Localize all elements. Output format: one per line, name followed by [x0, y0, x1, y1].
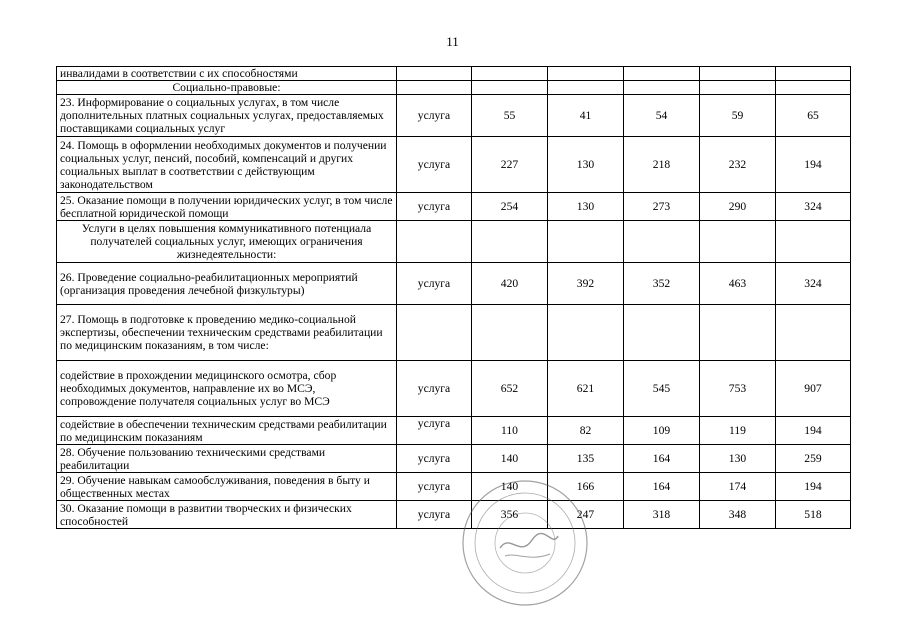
- table-row: [57, 95, 851, 137]
- service-description: содействие в прохождении медицинского осмотра, сбор необходимых документов, направление их во МСЭ, сопровождение получателя социальных услуг во МСЭ: [57, 361, 397, 417]
- value-cell: 324: [776, 263, 851, 305]
- unit-cell: [397, 221, 472, 263]
- value-cell: 259: [776, 445, 851, 473]
- service-description: содействие в обеспечении техническим средствами реабилитации по медицинским показаниям: [57, 417, 397, 445]
- value-cell: 392: [548, 263, 624, 305]
- value-cell: [700, 305, 776, 361]
- value-cell: 130: [548, 193, 624, 221]
- value-cell: 164: [624, 473, 700, 501]
- value-cell: [776, 221, 851, 263]
- unit-cell: [397, 305, 472, 361]
- value-cell: [548, 67, 624, 81]
- table-row: [57, 501, 851, 529]
- table-row: [57, 67, 851, 81]
- value-cell: 110: [472, 417, 548, 445]
- value-cell: 420: [472, 263, 548, 305]
- value-cell: 348: [700, 501, 776, 529]
- value-cell: [472, 81, 548, 95]
- value-cell: 130: [700, 445, 776, 473]
- service-description: 26. Проведение социально-реабилитационных мероприятий (организация проведения лечебной физкультуры): [57, 263, 397, 305]
- value-cell: 194: [776, 417, 851, 445]
- value-cell: 218: [624, 137, 700, 193]
- value-cell: [472, 221, 548, 263]
- value-cell: [624, 221, 700, 263]
- value-cell: 463: [700, 263, 776, 305]
- unit-cell: услуга: [397, 417, 472, 445]
- value-cell: 174: [700, 473, 776, 501]
- value-cell: 41: [548, 95, 624, 137]
- service-description: 24. Помощь в оформлении необходимых документов и получении социальных услуг, пенсий, пособий, компенсаций и других социальных выплат в соответствии с действующим законодательством: [57, 137, 397, 193]
- value-cell: 227: [472, 137, 548, 193]
- value-cell: 109: [624, 417, 700, 445]
- value-cell: 55: [472, 95, 548, 137]
- table-row: [57, 263, 851, 305]
- service-description: 27. Помощь в подготовке к проведению медико-социальной экспертизы, обеспечении техническим средствами реабилитации по медицинским показаниям, в том числе:: [57, 305, 397, 361]
- service-description: 23. Информирование о социальных услугах, в том числе дополнительных платных социальных услугах, предоставляемых поставщиками социальных услуг: [57, 95, 397, 137]
- service-description: 25. Оказание помощи в получении юридических услуг, в том числе бесплатной юридической помощи: [57, 193, 397, 221]
- service-description: 29. Обучение навыкам самообслуживания, поведения в быту и общественных местах: [57, 473, 397, 501]
- value-cell: 166: [548, 473, 624, 501]
- value-cell: 254: [472, 193, 548, 221]
- unit-cell: услуга: [397, 95, 472, 137]
- value-cell: 130: [548, 137, 624, 193]
- table-row: [57, 361, 851, 417]
- value-cell: 59: [700, 95, 776, 137]
- section-title: Социально-правовые:: [57, 81, 397, 95]
- unit-cell: услуга: [397, 263, 472, 305]
- value-cell: [624, 305, 700, 361]
- value-cell: [700, 67, 776, 81]
- value-cell: [472, 67, 548, 81]
- page-number: 11: [446, 34, 459, 49]
- value-cell: [472, 305, 548, 361]
- table-row: [57, 445, 851, 473]
- value-cell: 194: [776, 137, 851, 193]
- value-cell: 247: [548, 501, 624, 529]
- value-cell: 232: [700, 137, 776, 193]
- value-cell: [700, 81, 776, 95]
- value-cell: 652: [472, 361, 548, 417]
- value-cell: 119: [700, 417, 776, 445]
- section-title: Услуги в целях повышения коммуникативного потенциала получателей социальных услуг, имеющих ограничения жизнедеятельности:: [57, 221, 397, 263]
- value-cell: 753: [700, 361, 776, 417]
- value-cell: 140: [472, 445, 548, 473]
- value-cell: 273: [624, 193, 700, 221]
- value-cell: [548, 221, 624, 263]
- unit-cell: услуга: [397, 501, 472, 529]
- value-cell: 545: [624, 361, 700, 417]
- unit-cell: услуга: [397, 445, 472, 473]
- value-cell: [624, 81, 700, 95]
- table-row: [57, 193, 851, 221]
- section-row: [57, 221, 851, 263]
- value-cell: 324: [776, 193, 851, 221]
- table-row: [57, 137, 851, 193]
- table-row: [57, 417, 851, 445]
- services-table: [56, 66, 851, 529]
- value-cell: 65: [776, 95, 851, 137]
- value-cell: 318: [624, 501, 700, 529]
- value-cell: 194: [776, 473, 851, 501]
- value-cell: 907: [776, 361, 851, 417]
- service-description: 28. Обучение пользованию техническими средствами реабилитации: [57, 445, 397, 473]
- value-cell: 290: [700, 193, 776, 221]
- table-row: [57, 473, 851, 501]
- value-cell: 356: [472, 501, 548, 529]
- unit-cell: услуга: [397, 361, 472, 417]
- value-cell: [548, 305, 624, 361]
- unit-cell: услуга: [397, 137, 472, 193]
- unit-cell: [397, 81, 472, 95]
- value-cell: [624, 67, 700, 81]
- value-cell: 82: [548, 417, 624, 445]
- value-cell: 140: [472, 473, 548, 501]
- service-description: 30. Оказание помощи в развитии творческих и физических способностей: [57, 501, 397, 529]
- value-cell: 352: [624, 263, 700, 305]
- value-cell: 518: [776, 501, 851, 529]
- section-row: [57, 81, 851, 95]
- value-cell: 164: [624, 445, 700, 473]
- value-cell: 54: [624, 95, 700, 137]
- value-cell: [548, 81, 624, 95]
- value-cell: 621: [548, 361, 624, 417]
- unit-cell: услуга: [397, 193, 472, 221]
- service-description: инвалидами в соответствии с их способностями: [57, 67, 397, 81]
- value-cell: [776, 67, 851, 81]
- unit-cell: услуга: [397, 473, 472, 501]
- unit-cell: [397, 67, 472, 81]
- value-cell: [700, 221, 776, 263]
- value-cell: [776, 305, 851, 361]
- value-cell: 135: [548, 445, 624, 473]
- value-cell: [776, 81, 851, 95]
- table-row: [57, 305, 851, 361]
